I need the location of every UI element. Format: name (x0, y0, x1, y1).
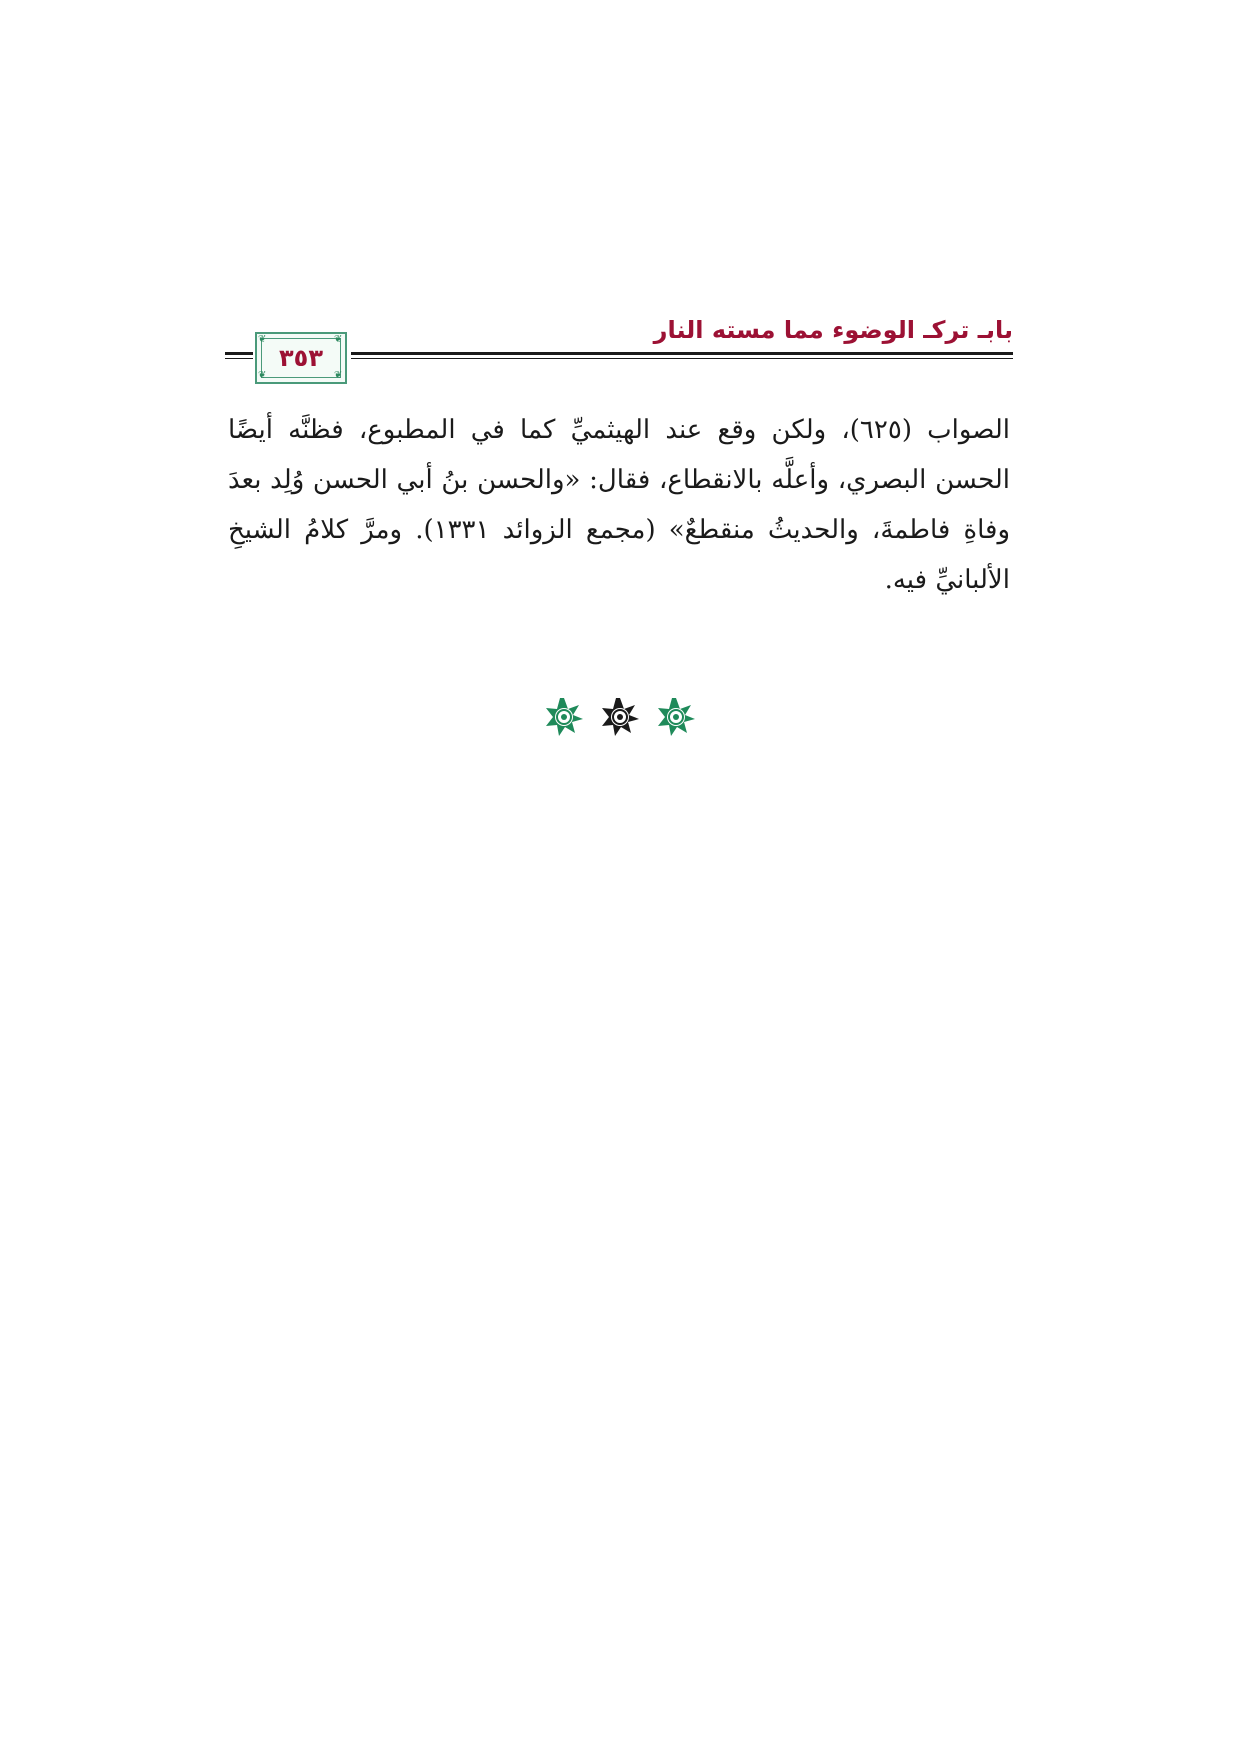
header-rule-right-thin (351, 358, 1013, 359)
page-number: ٣٥٣ (279, 344, 323, 372)
page-header (225, 312, 1013, 392)
frame-corner-ornament-icon: ❦ (258, 370, 267, 381)
paragraph-line: الحسن البصري، وأعلَّه بالانقطاع، فقال: «والحسن بنُ أبي الحسن وُلِد بعدَ (228, 465, 1010, 495)
star-ornament-icon (600, 697, 640, 737)
frame-corner-ornament-icon: ❦ (334, 370, 343, 381)
paragraph-line: وفاةِ فاطمةَ، والحديثُ منقطعٌ» (مجمع الزوائد ١٣٣١). ومرَّ كلامُ الشيخِ (228, 515, 1010, 545)
star-ornament-icon (656, 697, 696, 737)
header-rule-right-thick (351, 352, 1013, 355)
header-rule-left-thin (225, 358, 253, 359)
paragraph-line: الصواب (٦٢٥)، ولكن وقع عند الهيثميِّ كما في المطبوع، فظنَّه أيضًا (228, 415, 1010, 445)
star-ornament-icon (544, 697, 584, 737)
frame-corner-ornament-icon: ❦ (258, 334, 267, 345)
frame-corner-ornament-icon: ❦ (334, 334, 343, 345)
paragraph-line: الألبانيِّ فيه. (884, 565, 1010, 595)
section-end-ornaments (0, 697, 1240, 741)
body-paragraph (228, 405, 1010, 605)
chapter-title: بابـ تركـ الوضوء مما مسته النار (653, 316, 1013, 344)
header-rule-left-thick (225, 352, 253, 355)
page-number-frame (255, 332, 347, 384)
